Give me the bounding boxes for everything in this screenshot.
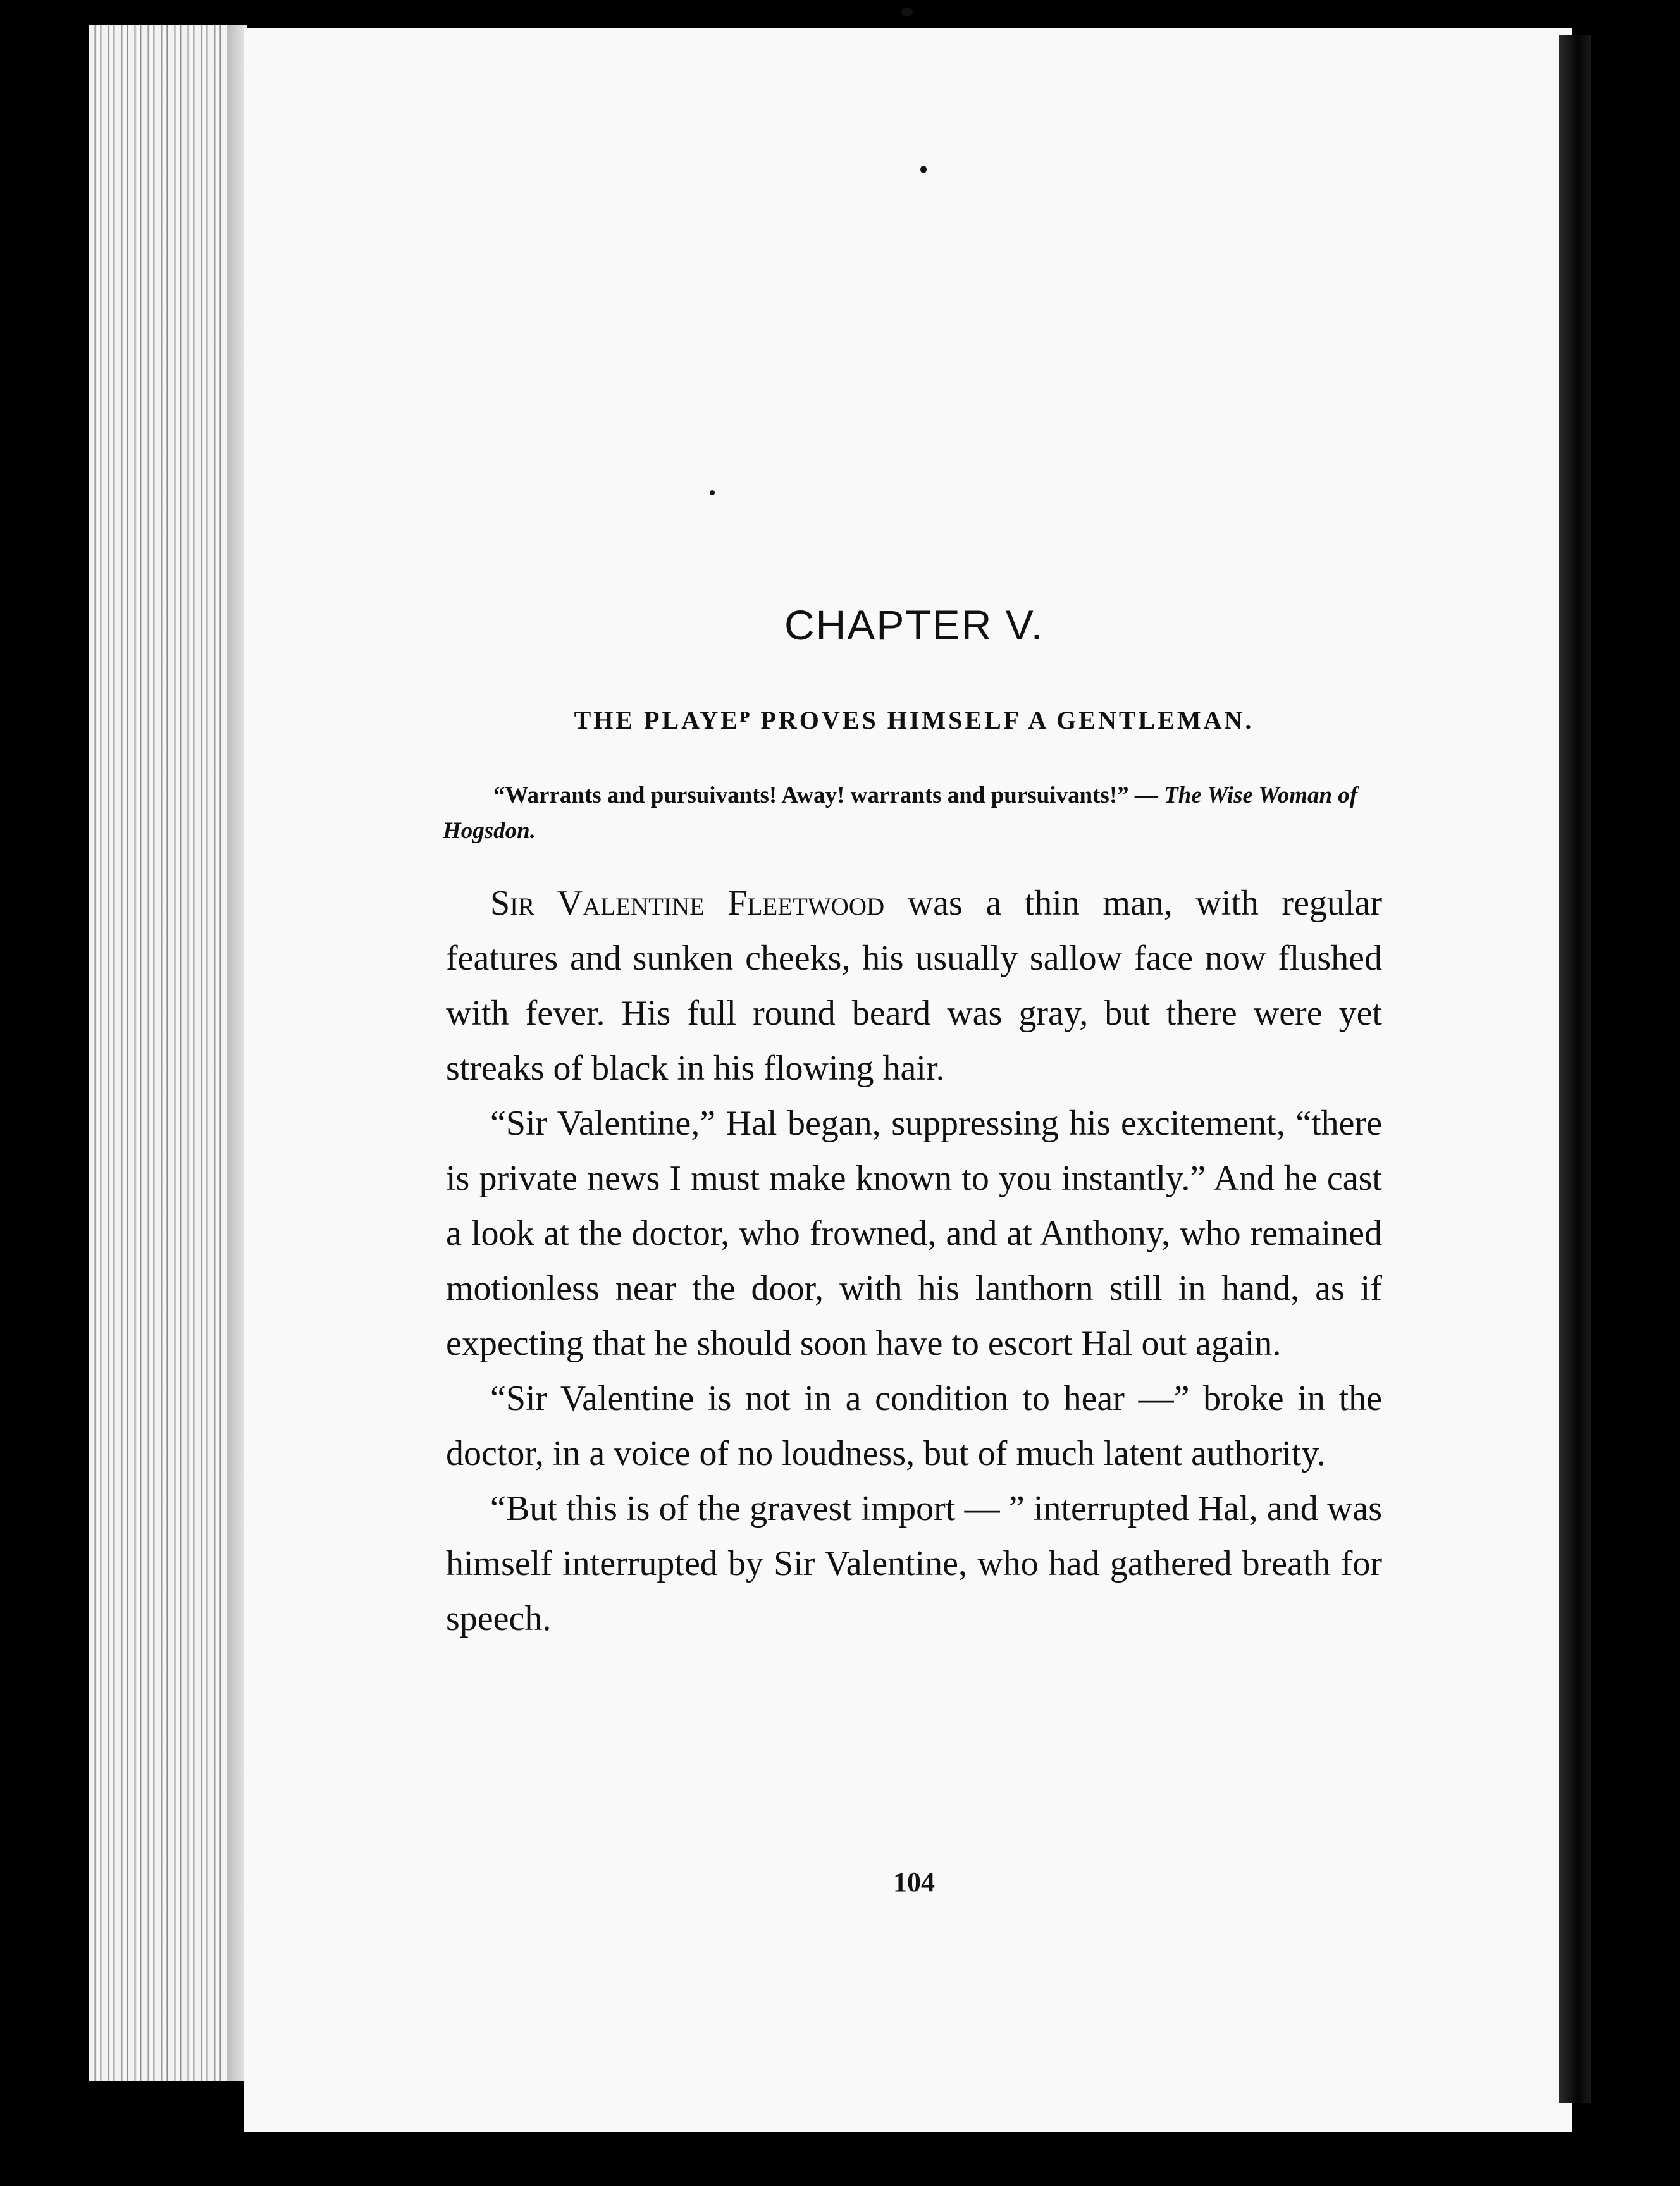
paragraph: [446, 1096, 1382, 1371]
paragraph-text: “Sir Valentine is not in a condition to hear —” broke in the doctor, in a voice of no loudness, but of much latent authority.: [446, 1379, 1382, 1473]
page-number: 104: [893, 1867, 935, 1898]
paragraph: [446, 876, 1382, 1096]
epigraph: [443, 778, 1392, 849]
paragraph-text: “But this is of the gravest import — ” interrupted Hal, and was himself interrupted by Sir Valentine, who had gathered breath for speech.: [446, 1489, 1382, 1638]
paragraph-text: “Sir Valentine,” Hal began, suppressing his excitement, “there is private news I must make known to you instantly.” And he cast a look at the doctor, who frowned, and at Anthony, who remained motionless near the door, with his lanthorn still in hand, as if expecting that he should soon have to escort Hal out again.: [446, 1104, 1382, 1363]
paragraph: [446, 1481, 1382, 1646]
paragraph-text: was a thin man, with regular features and sunken cheeks, his usually sallow face now flushed with fever. His full round beard was gray, but there were yet streaks of black in his flowing hair.: [446, 884, 1382, 1088]
scan-speck: [710, 490, 715, 495]
scan-background-right: [1594, 0, 1680, 2186]
epigraph-quote: “Warrants and pursuivants! Away! warrants and pursuivants!” —: [493, 782, 1164, 808]
chapter-title: CHAPTER V.: [784, 602, 1044, 648]
paragraph-lead: Sir Valentine Fleetwood: [490, 884, 885, 923]
chapter-subtitle: THE PLAYEᴾ PROVES HIMSELF A GENTLEMAN.: [574, 706, 1254, 734]
body-text: [446, 876, 1382, 1646]
scan-speck: [901, 8, 913, 16]
paragraph: [446, 1371, 1382, 1481]
book-spine-edge: [1559, 35, 1591, 2103]
page-stack-edge: [89, 25, 247, 2081]
scan-speck: [920, 166, 927, 173]
epigraph-source: The Wise Woman of Hogsdon.: [443, 782, 1358, 844]
